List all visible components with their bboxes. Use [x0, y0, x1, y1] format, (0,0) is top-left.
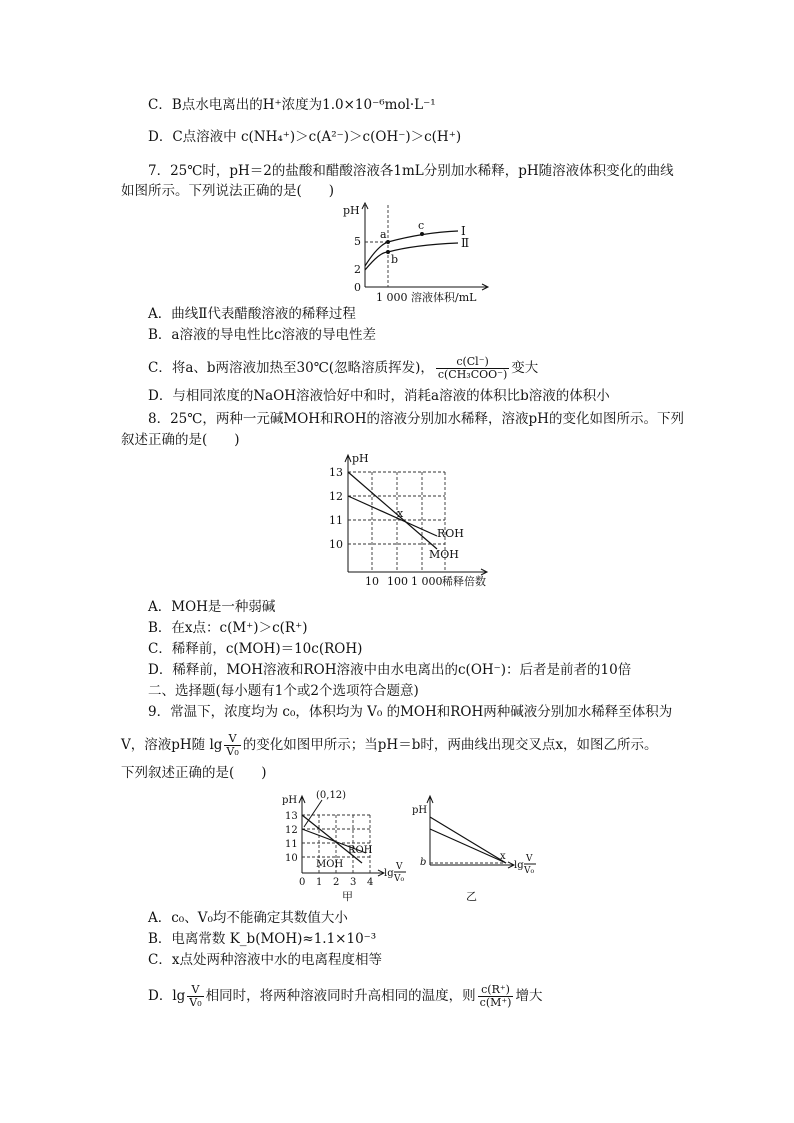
yi-y-label: pH — [412, 805, 428, 816]
q9-stem-frac-num: V — [224, 733, 240, 746]
q7-option-c-pre: C．将a、b两溶液加热至30℃(忽略溶质挥发)， — [148, 360, 434, 376]
q8-y-label: pH — [352, 452, 369, 465]
q7-option-c-den: c(CH₃COO⁻) — [437, 368, 508, 381]
q9-option-d-den2: c(M⁺) — [479, 996, 512, 1009]
q8-option-a: A．MOH是一种弱碱 — [148, 599, 276, 615]
jia-ytick-12: 12 — [285, 825, 298, 836]
q7-curve-label-II: Ⅱ — [461, 236, 470, 250]
q9-option-a: A．c₀、V₀均不能确定其数值大小 — [148, 910, 348, 926]
q9-stem-line2-post: 的变化如图甲所示；当pH＝b时，两曲线出现交叉点x，如图乙所示。 — [242, 737, 658, 753]
yi-caption: 乙 — [466, 890, 477, 903]
q7-ytick-0: 0 — [354, 281, 361, 294]
q8-xtick-100: 100 — [387, 575, 408, 588]
jia-xtick-2: 2 — [333, 877, 340, 888]
q8-option-c: C．稀释前，c(MOH)＝10c(ROH) — [148, 641, 363, 657]
q7-point-b — [386, 250, 390, 254]
q7-option-c-fraction — [436, 356, 509, 381]
q9-stem-fraction — [224, 733, 240, 758]
q9-option-b: B．电离常数 K_b(MOH)≈1.1×10⁻³ — [148, 931, 377, 947]
q7-chart — [340, 200, 500, 310]
q7-stem-line1: 7．25℃时，pH＝2的盐酸和醋酸溶液各1mL分别加水稀释，pH随溶液体积变化的曲线 — [148, 163, 674, 179]
yi-x-label-num: V — [526, 854, 533, 864]
q7-point-c — [420, 232, 424, 236]
jia-x-label-den: V₀ — [394, 874, 405, 884]
jia-ytick-11: 11 — [285, 839, 298, 850]
q9-option-d-frac2 — [478, 984, 514, 1009]
q7-option-d: D．与相同浓度的NaOH溶液恰好中和时，消耗a溶液的体积比b溶液的体积小 — [148, 388, 610, 404]
jia-xtick-4: 4 — [367, 877, 374, 888]
q8-line-moh — [348, 472, 437, 549]
q9-option-d-den1: V₀ — [189, 996, 202, 1009]
q9-option-d-mid: 相同时，将两种溶液同时升高相同的温度，则 — [205, 988, 476, 1004]
q8-xtick-1000: 1 000 — [411, 575, 443, 588]
q8-chart — [325, 450, 495, 590]
jia-xtick-1: 1 — [316, 877, 323, 888]
yi-x-label: lg — [514, 860, 524, 871]
q9-option-d-pre: D．lg — [148, 988, 186, 1004]
q9-stem-line2-pre: V，溶液pH随 lg — [121, 737, 223, 753]
q9-option-d — [148, 984, 542, 1009]
q9-stem-frac-den: V₀ — [226, 745, 239, 758]
q8-ytick-13: 13 — [329, 466, 343, 479]
jia-xtick-0: 0 — [299, 877, 306, 888]
jia-annot: (0,12) — [316, 790, 347, 801]
yi-b-label: b — [420, 857, 427, 868]
q8-line-roh — [348, 496, 437, 536]
jia-caption: 甲 — [342, 890, 353, 903]
q8-ytick-11: 11 — [329, 514, 343, 527]
q7-label-a: a — [380, 228, 387, 241]
q6-option-c: C．B点水电离出的H⁺浓度为1.0×10⁻⁶mol·L⁻¹ — [148, 97, 436, 113]
q6-option-d: D．C点溶液中 c(NH₄⁺)＞c(A²⁻)＞c(OH⁻)＞c(H⁺) — [148, 129, 462, 145]
q9-option-d-post: 增大 — [515, 988, 543, 1004]
jia-x-label-num: V — [396, 862, 403, 872]
jia-x-label: lg — [384, 868, 394, 879]
q7-label-c: c — [418, 219, 425, 232]
q8-stem-line1: 8．25℃，两种一元碱MOH和ROH的溶液分别加水稀释，溶液pH的变化如图所示。下列 — [148, 411, 684, 427]
q7-ytick-2: 2 — [354, 263, 361, 276]
q9-option-c: C．x点处两种溶液中水的电离程度相等 — [148, 952, 382, 968]
q8-ytick-12: 12 — [329, 490, 343, 503]
q8-option-d: D．稀释前，MOH溶液和ROH溶液中由水电离出的c(OH⁻)：后者是前者的10倍 — [148, 662, 632, 678]
jia-ytick-13: 13 — [285, 811, 298, 822]
q7-option-c — [148, 356, 538, 381]
q7-option-c-post: 变大 — [511, 360, 539, 376]
jia-xtick-3: 3 — [350, 877, 357, 888]
q8-xtick-10: 10 — [365, 575, 379, 588]
q8-x-label: 稀释倍数 — [442, 575, 486, 588]
q7-curve-II — [365, 243, 458, 270]
q8-label-moh: MOH — [429, 548, 459, 561]
q8-ytick-10: 10 — [329, 538, 343, 551]
q7-stem-line2: 如图所示。下列说法正确的是( ) — [121, 183, 335, 199]
jia-label-roh: ROH — [348, 845, 373, 856]
q7-option-c-num: c(Cl⁻) — [436, 356, 509, 369]
q9-stem-line1: 9．常温下，浓度均为 c₀，体积均为 V₀ 的MOH和ROH两种碱液分别加水稀释至体积为 — [148, 704, 673, 720]
q7-ytick-5: 5 — [354, 235, 361, 248]
q9-chart-yi — [410, 785, 550, 905]
q8-option-b: B．在x点：c(M⁺)＞c(R⁺) — [148, 620, 308, 636]
yi-line-upper — [430, 817, 506, 863]
yi-x-label-den: V₀ — [524, 866, 535, 876]
jia-label-moh: MOH — [316, 859, 344, 870]
q7-curve-label-I: Ⅰ — [461, 224, 466, 238]
q7-option-b: B．a溶液的导电性比c溶液的导电性差 — [148, 327, 377, 343]
q9-chart-jia — [280, 785, 410, 905]
yi-line-lower — [430, 829, 506, 863]
q9-stem-line3: 下列叙述正确的是( ) — [121, 765, 267, 781]
q9-option-d-num2: c(R⁺) — [478, 984, 514, 997]
q8-label-x: x — [397, 507, 404, 520]
yi-label-x: x — [500, 851, 506, 862]
jia-y-label: pH — [282, 795, 298, 806]
section-2-heading: 二、选择题(每小题有1个或2个选项符合题意) — [148, 683, 419, 699]
q9-option-d-num1: V — [187, 984, 203, 997]
q9-option-d-frac1 — [187, 984, 203, 1009]
q8-stem-line2: 叙述正确的是( ) — [121, 432, 240, 448]
jia-ytick-10: 10 — [285, 853, 298, 864]
q9-stem-line2 — [121, 733, 657, 758]
q7-option-a: A．曲线Ⅱ代表醋酸溶液的稀释过程 — [148, 306, 356, 322]
q7-point-a — [386, 240, 390, 244]
q7-label-b: b — [391, 253, 399, 266]
q7-y-label: pH — [343, 204, 360, 217]
q7-x-label: 1 000 溶液体积/mL — [376, 291, 477, 304]
q8-label-roh: ROH — [437, 527, 464, 540]
q7-curve-I — [365, 231, 458, 266]
